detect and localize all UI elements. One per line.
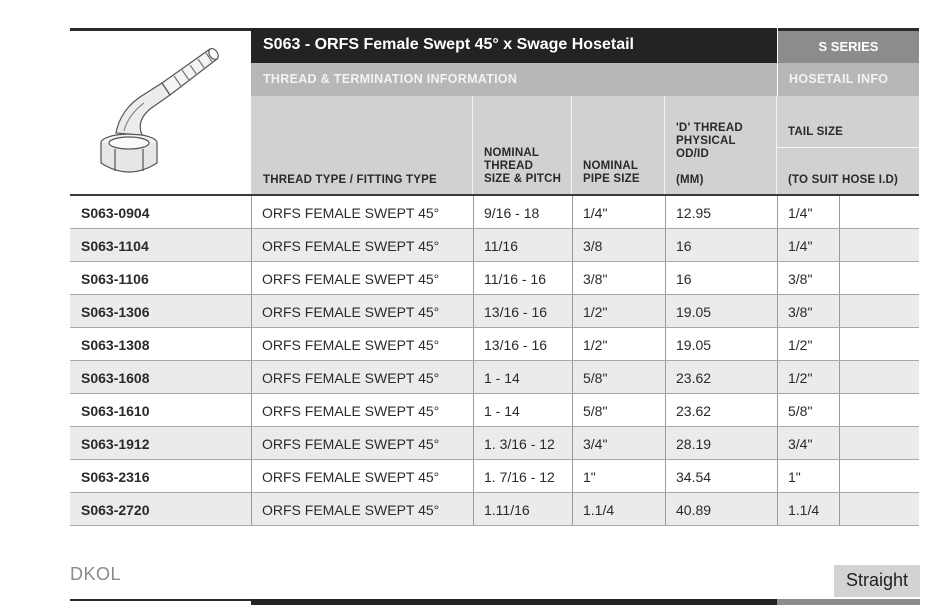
column-divider: [665, 427, 666, 460]
column-divider: [839, 196, 840, 229]
d-thread: 16: [676, 271, 692, 287]
fitting-type: ORFS FEMALE SWEPT 45°: [262, 304, 440, 320]
table-row: [70, 493, 919, 526]
column-divider: [665, 460, 666, 493]
part-code: S063-1308: [81, 337, 150, 353]
part-code: S063-1608: [81, 370, 150, 386]
column-divider: [572, 460, 573, 493]
tail-size: 3/4": [788, 436, 813, 452]
product-image: [70, 31, 251, 194]
d-thread: 40.89: [676, 502, 712, 518]
tail-size: 5/8": [788, 403, 813, 419]
fitting-type: ORFS FEMALE SWEPT 45°: [262, 337, 440, 353]
column-divider: [572, 295, 573, 328]
part-code: S063-1106: [81, 271, 149, 287]
table-row: [70, 460, 919, 493]
header-thread-type: [251, 96, 473, 194]
d-thread: 12.95: [676, 205, 712, 221]
column-divider: [572, 229, 573, 262]
tail-size: 1.1/4: [788, 502, 820, 518]
bottom-rule-middle: [251, 599, 777, 605]
thread-size: 13/16 - 16: [484, 337, 548, 353]
column-divider: [777, 295, 778, 328]
header-d-thread-label: 'D' THREAD PHYSICAL OD/ID: [676, 122, 743, 160]
d-thread: 23.62: [676, 370, 712, 386]
column-divider: [665, 361, 666, 394]
column-divider: [251, 295, 252, 328]
column-divider: [839, 493, 840, 526]
column-divider: [572, 427, 573, 460]
part-code: S063-2316: [81, 469, 150, 485]
pipe-size: 1/2": [583, 304, 608, 320]
column-divider: [777, 229, 778, 262]
table-row: [70, 394, 919, 427]
header-tail-size-sub: [777, 148, 919, 194]
column-divider: [665, 493, 666, 526]
column-divider: [473, 493, 474, 526]
pipe-size: 1": [583, 469, 596, 485]
column-divider: [839, 394, 840, 427]
header-d-thread: [665, 96, 777, 194]
column-divider: [251, 493, 252, 526]
column-divider: [777, 262, 778, 295]
column-divider: [777, 394, 778, 427]
fitting-type: ORFS FEMALE SWEPT 45°: [262, 271, 440, 287]
d-thread: 34.54: [676, 469, 712, 485]
fitting-type: ORFS FEMALE SWEPT 45°: [262, 238, 440, 254]
column-divider: [839, 328, 840, 361]
table-row: [70, 196, 919, 229]
table-row: [70, 295, 919, 328]
column-divider: [251, 328, 252, 361]
column-divider: [839, 361, 840, 394]
column-divider: [572, 493, 573, 526]
column-divider: [473, 394, 474, 427]
header-thread-type-label: THREAD TYPE / FITTING TYPE: [263, 174, 437, 186]
d-thread: 28.19: [676, 436, 712, 452]
thread-size: 1.11/16: [484, 502, 530, 518]
column-divider: [473, 295, 474, 328]
column-divider: [473, 262, 474, 295]
header-nominal-pipe-label: NOMINAL PIPE SIZE: [583, 160, 640, 185]
section-hosetail-info: HOSETAIL INFO: [777, 63, 919, 96]
column-divider: [572, 361, 573, 394]
column-divider: [665, 328, 666, 361]
tail-size: 1/2": [788, 370, 813, 386]
column-divider: [251, 460, 252, 493]
column-divider: [839, 295, 840, 328]
header-tail-size: [777, 96, 919, 148]
header-tail-size-label: TAIL SIZE: [788, 126, 844, 138]
thread-size: 13/16 - 16: [484, 304, 548, 320]
column-divider: [665, 295, 666, 328]
fitting-type: ORFS FEMALE SWEPT 45°: [262, 205, 440, 221]
bottom-rule-right: [777, 599, 920, 605]
d-thread: 23.62: [676, 403, 712, 419]
fitting-type: ORFS FEMALE SWEPT 45°: [262, 370, 440, 386]
column-divider: [473, 196, 474, 229]
column-divider: [572, 328, 573, 361]
bottom-rule-left: [70, 599, 251, 601]
row-divider: [70, 525, 919, 526]
column-divider: [839, 460, 840, 493]
column-divider: [473, 460, 474, 493]
thread-size: 11/16: [484, 238, 518, 254]
column-divider: [777, 328, 778, 361]
swept-fitting-illustration: [70, 31, 251, 194]
column-divider: [251, 394, 252, 427]
pipe-size: 3/4": [583, 436, 608, 452]
pipe-size: 5/8": [583, 403, 608, 419]
tail-size: 1/4": [788, 205, 813, 221]
d-thread: 19.05: [676, 337, 712, 353]
d-thread: 19.05: [676, 304, 712, 320]
pipe-size: 5/8": [583, 370, 608, 386]
pipe-size: 3/8": [583, 271, 608, 287]
part-code: S063-0904: [81, 205, 150, 221]
part-code: S063-1104: [81, 238, 149, 254]
table-row: [70, 262, 919, 295]
column-divider: [777, 361, 778, 394]
thread-size: 11/16 - 16: [484, 271, 547, 287]
fitting-type: ORFS FEMALE SWEPT 45°: [262, 502, 440, 518]
column-divider: [777, 427, 778, 460]
tail-size: 3/8": [788, 304, 813, 320]
series-label: [777, 28, 919, 63]
fitting-type: ORFS FEMALE SWEPT 45°: [262, 436, 440, 452]
tail-size: 3/8": [788, 271, 813, 287]
column-divider: [572, 394, 573, 427]
column-divider: [251, 262, 252, 295]
header-nominal-pipe: [572, 96, 665, 194]
d-thread: 16: [676, 238, 692, 254]
column-divider: [473, 328, 474, 361]
column-divider: [777, 493, 778, 526]
column-divider: [473, 427, 474, 460]
tail-size: 1/4": [788, 238, 813, 254]
series-text: S SERIES: [818, 39, 879, 54]
column-divider: [251, 427, 252, 460]
column-divider: [665, 394, 666, 427]
column-divider: [251, 361, 252, 394]
column-divider: [777, 460, 778, 493]
header-nominal-thread: [473, 96, 572, 194]
tail-size: 1": [788, 469, 801, 485]
part-code: S063-1610: [81, 403, 150, 419]
part-code: S063-1912: [81, 436, 150, 452]
column-divider: [665, 196, 666, 229]
thread-size: 1. 3/16 - 12: [484, 436, 555, 452]
fitting-type: ORFS FEMALE SWEPT 45°: [262, 469, 440, 485]
pipe-size: 1/2": [583, 337, 608, 353]
column-divider: [839, 229, 840, 262]
table-row: [70, 328, 919, 361]
column-divider: [839, 262, 840, 295]
fitting-type: ORFS FEMALE SWEPT 45°: [262, 403, 440, 419]
thread-size: 1 - 14: [484, 403, 520, 419]
column-divider: [473, 361, 474, 394]
part-code: S063-1306: [81, 304, 150, 320]
pipe-size: 1.1/4: [583, 502, 615, 518]
header-d-thread-unit: (MM): [676, 174, 704, 186]
column-divider: [665, 229, 666, 262]
product-title: S063 - ORFS Female Swept 45° x Swage Hosetail: [251, 28, 777, 63]
column-divider: [572, 262, 573, 295]
section-thread-info: THREAD & TERMINATION INFORMATION: [251, 63, 777, 96]
pipe-size: 1/4": [583, 205, 608, 221]
tail-size: 1/2": [788, 337, 813, 353]
thread-size: 9/16 - 18: [484, 205, 540, 221]
header-nominal-thread-label: NOMINAL THREAD SIZE & PITCH: [484, 147, 562, 185]
column-divider: [251, 196, 252, 229]
column-divider: [839, 427, 840, 460]
column-divider: [777, 196, 778, 229]
table-row: [70, 229, 919, 262]
column-divider: [251, 229, 252, 262]
thread-size: 1 - 14: [484, 370, 520, 386]
thread-size: 1. 7/16 - 12: [484, 469, 555, 485]
part-code: S063-2720: [81, 502, 150, 518]
table-row: [70, 427, 919, 460]
header-tail-size-sub-label: (TO SUIT HOSE I.D): [788, 174, 899, 186]
pipe-size: 3/8: [583, 238, 603, 254]
straight-tab[interactable]: Straight: [834, 565, 920, 597]
column-divider: [665, 262, 666, 295]
column-divider: [572, 196, 573, 229]
table-row: [70, 361, 919, 394]
column-divider: [473, 229, 474, 262]
brand-label: DKOL: [70, 564, 122, 584]
